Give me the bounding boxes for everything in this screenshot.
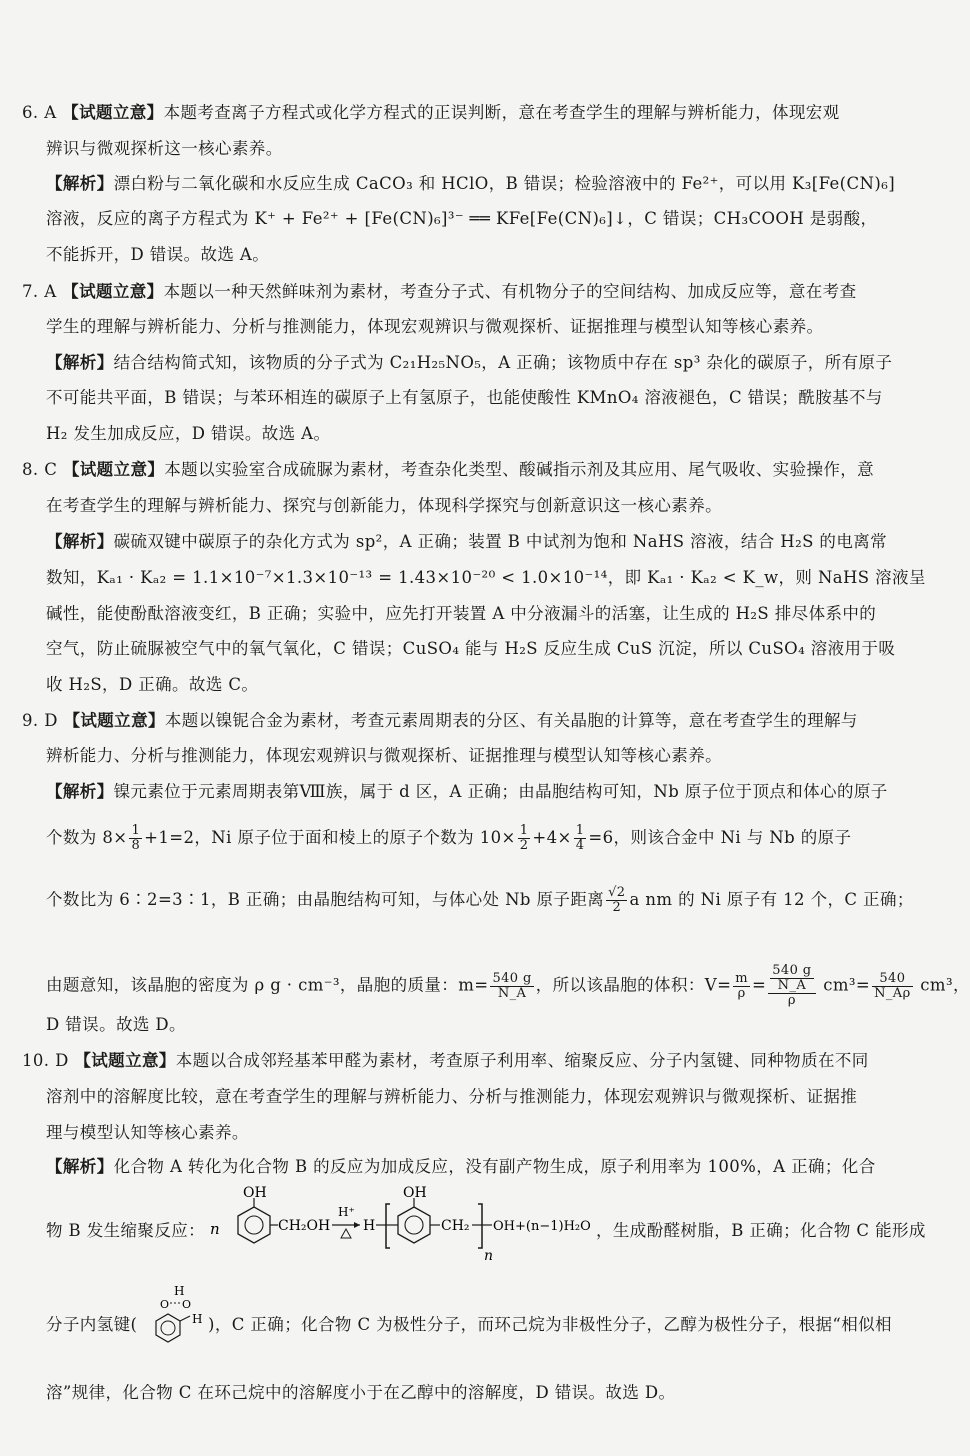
q9-a2d: =6，则该合金中 Ni 与 Nb 的原子 [588,828,852,847]
arrow-head [354,1222,360,1228]
q10-label: 10. D [22,1051,69,1070]
hb-h: H [174,1284,185,1298]
left-bracket [386,1204,390,1248]
q8-tag: 【试题立意】 [62,460,165,479]
frac-num: √2 [608,885,626,900]
fraction-one-eighth [129,824,142,853]
eq-ch2oh: CH₂OH [278,1218,331,1234]
eq-oh-reactant: OH [243,1185,267,1201]
q10-tag: 【试题立意】 [74,1051,176,1070]
q7-tag: 【试题立意】 [62,282,164,301]
eq-catalyst: H⁺ [338,1205,355,1219]
q8-answer-line1 [46,530,887,554]
q8-line1 [22,458,874,482]
q9-a2a: 个数为 8× [46,828,128,847]
eq-ch2: CH₂ [441,1218,470,1234]
q10-a2-end: ，生成酚醛树脂，B 正确；化合物 C 能形成 [596,1221,926,1240]
aromatic-circle [161,1321,175,1335]
frac-num-compound [768,964,815,994]
frac-den: N_Aρ [874,985,911,1001]
q9-a3a: 个数比为 6∶2=3∶1，B 正确；由晶胞结构可知，与体心处 Nb 原子距离 [46,890,605,909]
q10-a2-start: 物 B 发生缩聚反应： [46,1221,206,1240]
fraction-one-half [518,824,531,853]
q10-intro3: 理与模型认知等核心素养。 [46,1123,249,1142]
benzene-ring-product [398,1207,430,1243]
q9-a4c: cm³= [817,975,871,995]
q10-jx-tag: 【解析】 [46,1157,114,1176]
q10-line1 [22,1049,869,1073]
q6-intro2: 辨识与微观探析这一核心素养。 [46,139,283,158]
frac-den: 8 [131,838,141,853]
frac-den: ρ [787,993,796,1008]
q7-jx-tag: 【解析】 [46,353,114,372]
q9-a3 [46,886,914,915]
intramolecular-hbond-structure [148,1283,210,1345]
frac-den: 2 [612,900,622,915]
q9-a4d: cm³， [914,975,970,995]
q9-intro2: 辨析能力、分析与推测能力，体现宏观辨识与微观探析、证据推理与模型认知等核心素养。 [46,746,722,765]
eq-subscript-n: n [484,1248,494,1264]
fraction-mass [490,972,533,1001]
q10-a1: 化合物 A 转化为化合物 B 的反应为加成反应，没有副产物生成，原子利用率为 100%，A 正确；化合 [113,1157,876,1176]
fraction-m-over-rho [733,972,750,1001]
q8-a3: 碱性，能使酚酞溶液变红，B 正确；实验中，应先打开装置 A 中分液漏斗的活塞，让生成的 H₂S 排尽体系中的 [46,604,877,623]
frac-num: 540 [872,972,913,987]
q6-tag: 【试题立意】 [62,103,164,122]
q6-line1 [22,101,840,125]
q9-jx-tag: 【解析】 [46,782,114,801]
frac-den: N_A [777,978,807,993]
benzene-ring-c [156,1314,180,1342]
fraction-volume [872,972,913,1001]
frac-den: N_A [497,985,527,1001]
eq-n: n [210,1220,220,1238]
q9-line1 [22,709,858,733]
q9-intro1: 本题以镍铌合金为素材，考查元素周期表的分区、有关晶胞的计算等，意在考查学生的理解与 [164,711,858,730]
fraction-compound [768,964,815,1008]
inner-fraction [770,964,813,993]
hb-o2: O [182,1298,192,1311]
frac-num: 1 [519,823,529,838]
q9-a2 [46,824,851,853]
fraction-one-quarter [574,824,587,853]
q8-label: 8. C [22,460,58,479]
hb-o1: O [160,1298,170,1311]
q7-intro2: 学生的理解与辨析能力、分析与推测能力，体现宏观辨识与微观探析、证据推理与模型认知等核心素养。 [46,317,824,336]
q6-label: 6. A [22,103,57,122]
q9-tag: 【试题立意】 [63,711,165,730]
frac-num: 1 [575,823,585,838]
q6-a2: 溶液，反应的离子方程式为 K⁺ + Fe²⁺ + [Fe(CN)₆]³⁻ ══ KFe[Fe(CN)₆]↓，C 错误；CH₃COOH 是弱酸， [46,209,878,228]
q10-intro1: 本题以合成邻羟基苯甲醛为素材，考查原子利用率、缩聚反应、分子内氢键、同种物质在不同 [175,1051,869,1070]
q8-intro1: 本题以实验室合成硫脲为素材，考查杂化类型、酸碱指示剂及其应用、尾气吸收、实验操作，意 [164,460,875,479]
eq-h: H [363,1218,376,1234]
q9-a1: 镍元素位于元素周期表第Ⅷ族，属于 d 区，A 正确；由晶胞结构可知，Nb 原子位于顶点和体心的原子 [113,782,888,801]
q6-intro1: 本题考查离子方程式或化学方程式的正误判断，意在考查学生的理解与辨析能力，体现宏观 [163,103,840,122]
q9-a4a: 由题意知，该晶胞的密度为 ρ g · cm⁻³，晶胞的质量：m= [46,975,489,995]
q9-a2c: +4× [532,828,572,847]
q7-a1: 结合结构简式知，该物质的分子式为 C₂₁H₂₅NO₅，A 正确；该物质中存在 sp³ 杂化的碳原子，所有原子 [113,353,893,372]
q8-intro2: 在考查学生的理解与辨析能力、探究与创新能力，体现科学探究与创新意识这一核心素养。 [46,496,722,515]
eq-oh-product: OH [403,1185,427,1201]
benzene-ring-reactant [238,1207,270,1243]
frac-den: ρ [737,985,746,1001]
q10-intro2: 溶剂中的溶解度比较，意在考查学生的理解与辨析能力、分析与推测能力，体现宏观辨识与微观探析、证据推 [46,1087,858,1106]
q9-a3b: a nm 的 Ni 原子有 12 个，C 正确； [629,890,914,909]
aromatic-circle [405,1216,423,1234]
q10-answer-line1 [46,1155,876,1179]
heat-triangle [341,1229,351,1238]
q7-a3: H₂ 发生加成反应，D 错误。故选 A。 [46,424,331,443]
q7-label: 7. A [22,282,57,301]
q8-a1: 碳硫双键中碳原子的杂化方式为 sp²，A 正确；装置 B 中试剂为饱和 NaHS 溶液，结合 H₂S 的电离常 [113,532,888,551]
q9-a2b: +1=2，Ni 原子位于面和棱上的原子个数为 10× [144,828,516,847]
frac-num: 540 g [772,963,812,978]
q9-a4b: ，所以该晶胞的体积：V= [535,975,732,995]
q6-a3: 不能拆开，D 错误。故选 A。 [46,245,270,264]
q9-a5: D 错误。故选 D。 [46,1015,186,1034]
q8-jx-tag: 【解析】 [46,532,114,551]
q7-answer-line1 [46,351,892,375]
eq-tail: OH+(n−1)H₂O [493,1219,591,1234]
q10-a3-end: )，C 正确；化合物 C 为极性分子，而环己烷为非极性分子，乙醇为极性分子，根据“相似相 [208,1315,892,1334]
frac-num: 1 [131,823,141,838]
frac-num: 540 g [492,970,532,986]
q6-jx-tag: 【解析】 [46,174,114,193]
frac-num: m [735,970,749,986]
q7-a2: 不可能共平面，B 错误；与苯环相连的碳原子上有氢原子，也能使酸性 KMnO₄ 溶液褪色，C 错误；酰胺基不与 [46,388,883,407]
aromatic-circle [245,1216,263,1234]
hb-h-aldehyde: H [192,1312,203,1326]
fraction-root2-over-2 [606,886,627,915]
frac-den: 4 [575,838,585,853]
q7-intro1: 本题以一种天然鲜味剂为素材，考查分子式、有机物分子的空间结构、加成反应等，意在考查 [163,282,857,301]
q6-a1: 漂白粉与二氧化碳和水反应生成 CaCO₃ 和 HClO，B 错误；检验溶液中的 Fe²⁺，可以用 K₃[Fe(CN)₆] [113,174,896,193]
bond-cho [180,1316,190,1321]
q6-answer-line1 [46,172,895,196]
frac-den: 2 [519,838,529,853]
q10-a3-start: 分子内氢键( [46,1315,138,1334]
q8-a4: 空气，防止硫脲被空气中的氧气氧化，C 错误；CuSO₄ 能与 H₂S 反应生成 CuS 沉淀，所以 CuSO₄ 溶液用于吸 [46,639,896,658]
q7-line1 [22,280,856,304]
q10-a4: 溶”规律，化合物 C 在环己烷中的溶解度小于在乙醇中的溶解度，D 错误。故选 D。 [46,1383,676,1402]
right-bracket [478,1204,482,1248]
q9-answer-line1 [46,780,888,804]
q9-a4: 由题意知，该晶胞的密度为 ρ g · cm⁻³，晶胞的质量：m= $\frac{540 g}{N\_A}$ ，所以该晶胞的体积：V= $\frac{m}{\rho}$ = $\frac{\frac{540 g}{N\_A}}{\rho}$ cm³= $\frac{540}{N\_A\rho}$ cm³， [46,963,970,1008]
q9-label: 9. D [22,711,58,730]
q8-a5: 收 H₂S，D 正确。故选 C。 [46,675,259,694]
q8-a2: 数知，Kₐ₁ · Kₐ₂ = 1.1×10⁻⁷×1.3×10⁻¹³ = 1.43×10⁻²⁰ < 1.0×10⁻¹⁴，即 Kₐ₁ · Kₐ₂ < K_w，则 NaHS 溶液呈 [46,568,926,587]
